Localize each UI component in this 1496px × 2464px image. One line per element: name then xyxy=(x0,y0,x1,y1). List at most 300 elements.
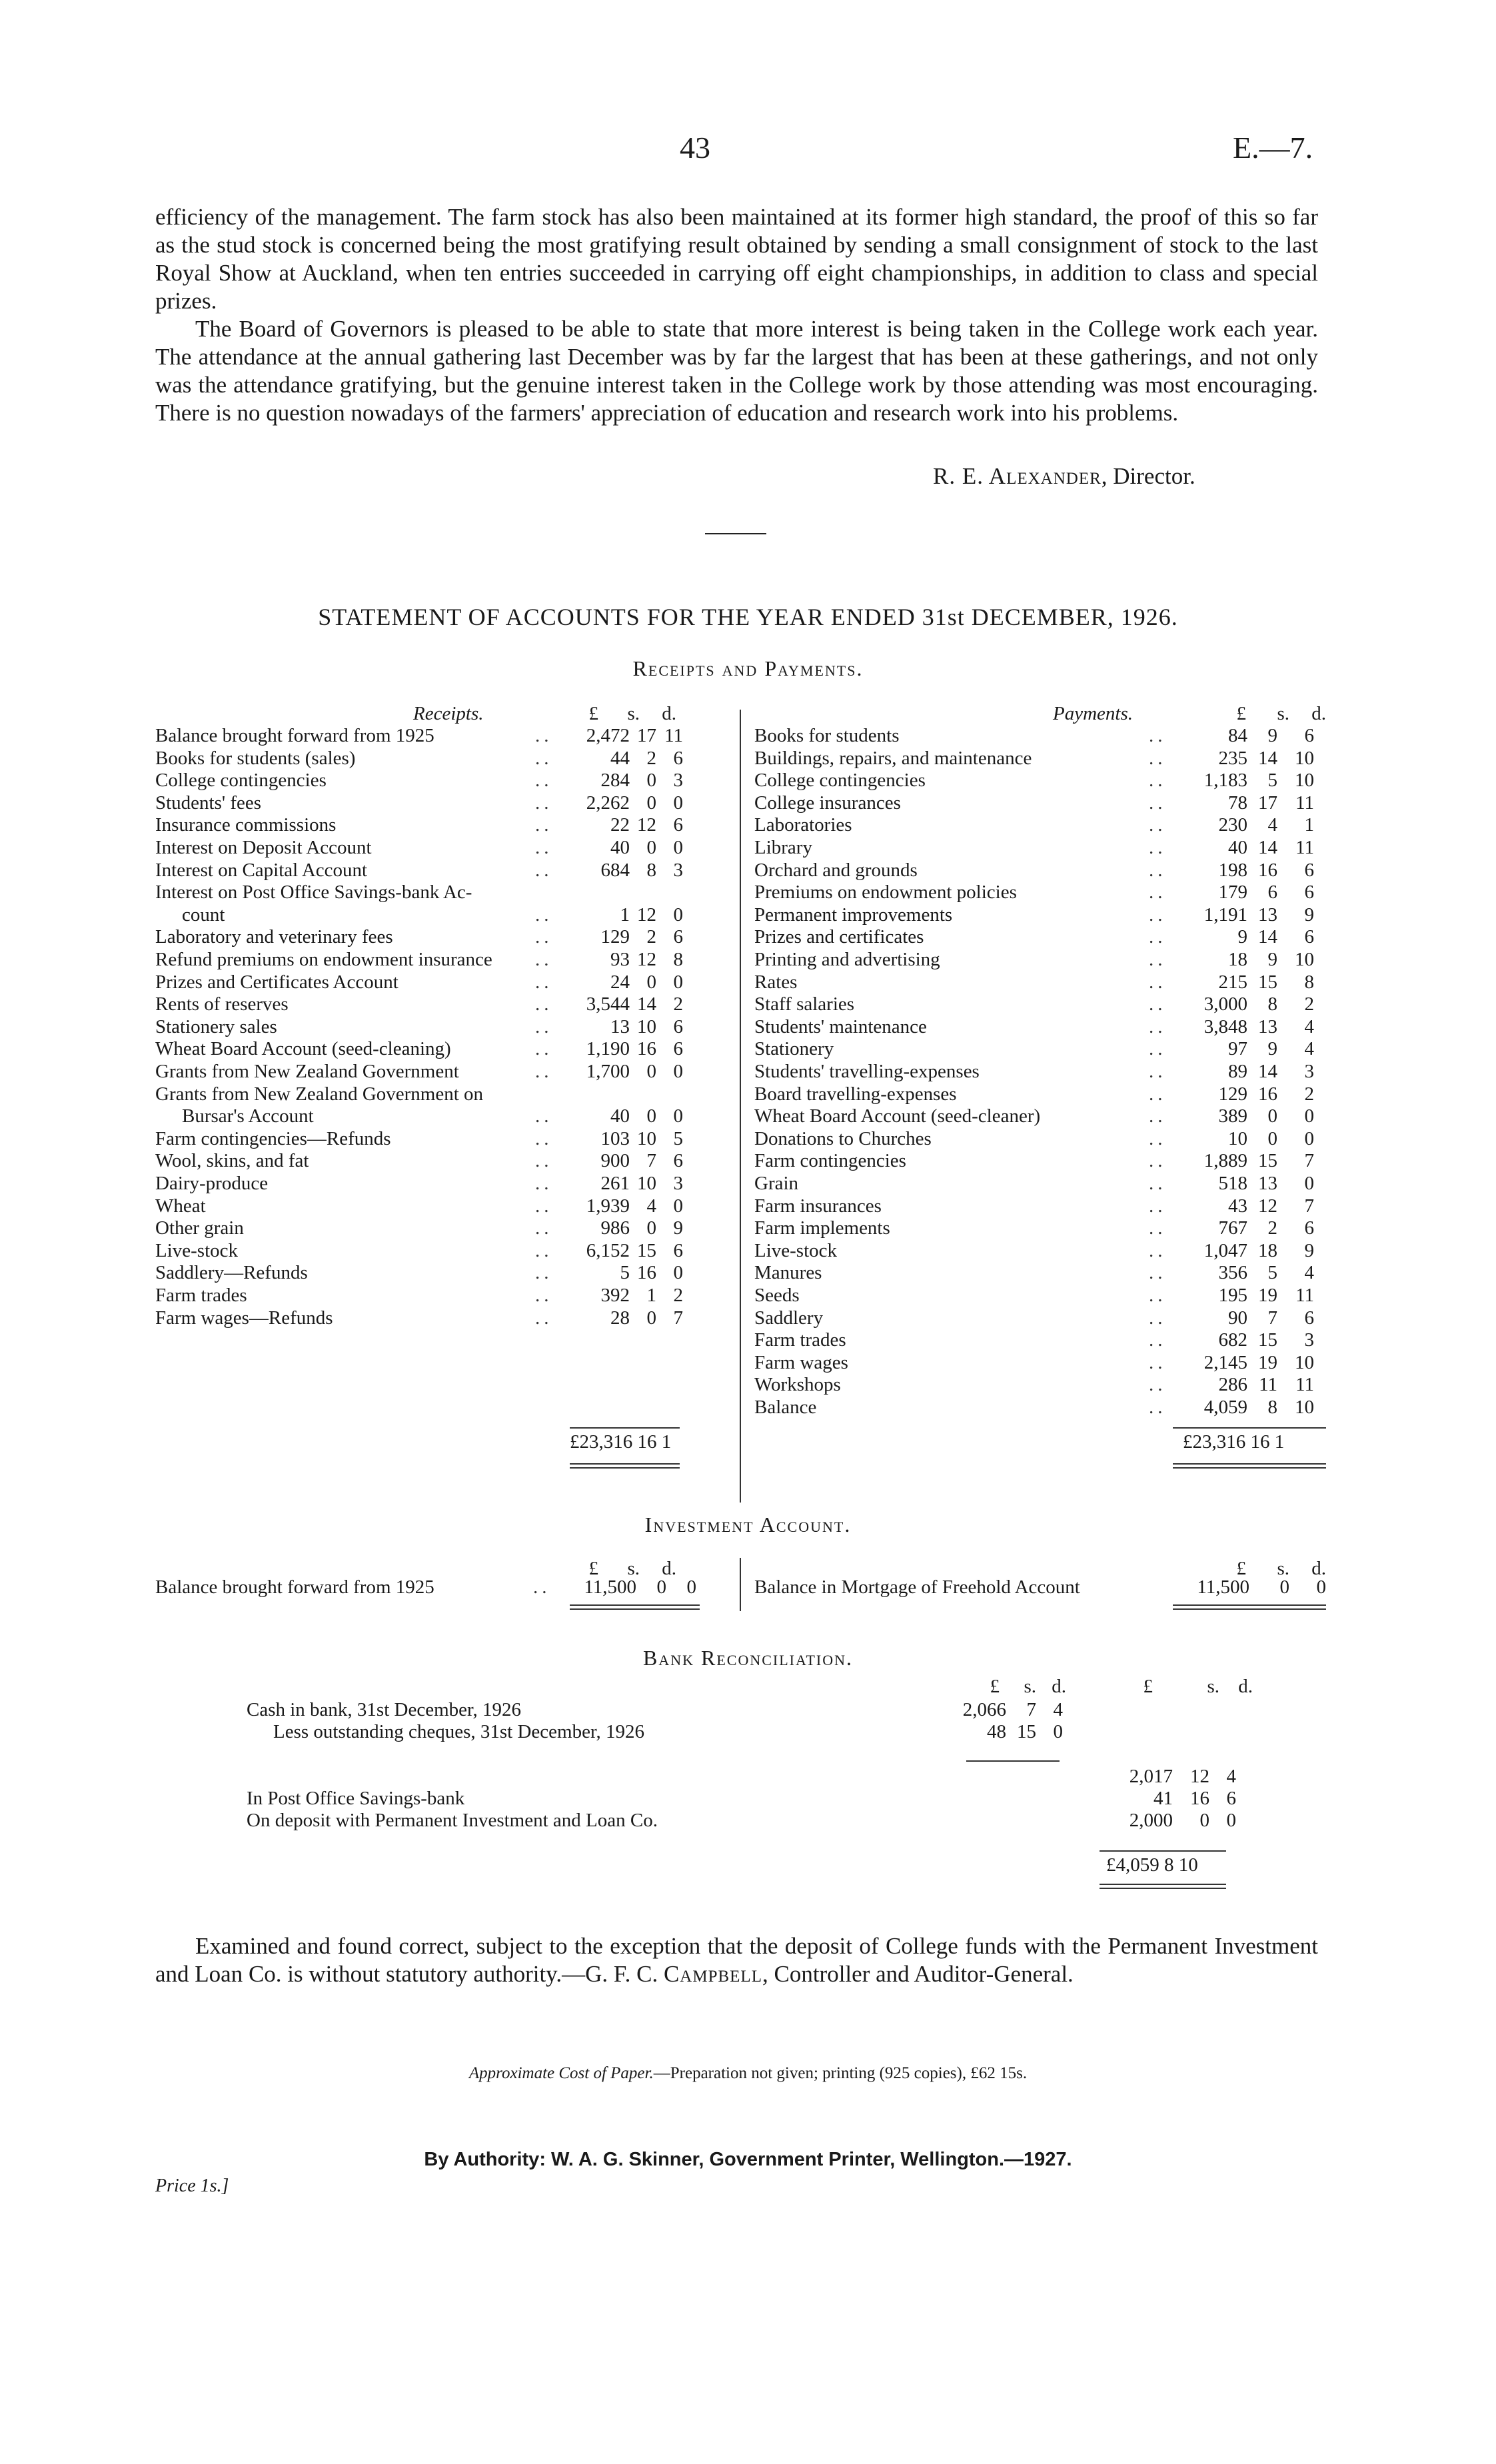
receipts-payments-heading: Receipts and Payments. xyxy=(632,656,864,680)
payment-pounds: 40 xyxy=(1228,837,1247,858)
col2-shillings: 12 xyxy=(1190,1766,1209,1787)
payment-label: Seeds xyxy=(754,1285,800,1306)
payment-pence: 0 xyxy=(1304,1105,1314,1127)
bank-reconciliation-heading: Bank Reconciliation. xyxy=(643,1646,853,1670)
payment-label: Saddlery xyxy=(754,1307,824,1329)
payment-row xyxy=(754,725,1327,747)
col1-pounds: 2,066 xyxy=(962,1699,1006,1720)
payment-label: Balance xyxy=(754,1397,817,1418)
receipt-pence: 0 xyxy=(673,1262,683,1283)
payment-shillings: 9 xyxy=(1267,949,1277,970)
leader-dots: .. xyxy=(535,1150,553,1171)
leader-dots: .. xyxy=(535,860,553,881)
leader-dots: .. xyxy=(1149,1061,1167,1082)
payment-label: Students' maintenance xyxy=(754,1016,927,1037)
receipt-pounds: 22 xyxy=(610,814,630,836)
payment-pence: 6 xyxy=(1304,882,1314,903)
receipt-pounds: 261 xyxy=(600,1173,630,1194)
receipt-pounds: 900 xyxy=(600,1150,630,1171)
payment-label: Farm contingencies xyxy=(754,1150,906,1171)
receipt-pence: 0 xyxy=(673,971,683,993)
leader-dots: .. xyxy=(1149,1240,1167,1261)
payment-row xyxy=(754,1307,1327,1329)
amount-pounds: 11,500 xyxy=(584,1576,636,1598)
receipt-pence: 6 xyxy=(673,814,683,836)
payment-pence: 11 xyxy=(1295,1374,1314,1395)
leader-dots: .. xyxy=(1149,725,1167,746)
amount-pence: 0 xyxy=(686,1576,696,1598)
reconciliation-label: In Post Office Savings-bank xyxy=(247,1788,465,1809)
reconciliation-row xyxy=(247,1810,1246,1832)
payment-pence: 0 xyxy=(1304,1128,1314,1149)
receipt-label: Wool, skins, and fat xyxy=(155,1150,309,1171)
receipt-label: Stationery sales xyxy=(155,1016,277,1037)
payment-label: Donations to Churches xyxy=(754,1128,932,1149)
receipt-row xyxy=(155,904,688,926)
receipt-row xyxy=(155,1150,688,1172)
payment-shillings: 14 xyxy=(1258,926,1277,947)
payment-pence: 6 xyxy=(1304,860,1314,881)
receipt-pence: 0 xyxy=(673,837,683,858)
receipt-pounds: 1,939 xyxy=(586,1195,630,1217)
payment-shillings: 12 xyxy=(1258,1195,1277,1217)
receipt-row xyxy=(155,882,688,904)
leader-dots: .. xyxy=(535,971,553,993)
receipt-row xyxy=(155,1217,688,1239)
payment-pounds: 179 xyxy=(1218,882,1247,903)
leader-dots: .. xyxy=(1149,1173,1167,1194)
payment-shillings: 15 xyxy=(1258,971,1277,993)
payment-shillings: 17 xyxy=(1258,792,1277,814)
pounds-header: £ xyxy=(588,703,598,724)
receipt-label: Grants from New Zealand Government xyxy=(155,1061,459,1082)
leader-dots: .. xyxy=(1149,814,1167,836)
payment-pounds: 4,059 xyxy=(1203,1397,1247,1418)
leader-dots: .. xyxy=(535,1128,553,1149)
receipt-row xyxy=(155,1105,688,1127)
leader-dots: .. xyxy=(535,1285,553,1306)
shillings-header: s. xyxy=(1024,1676,1036,1697)
payment-row xyxy=(754,1128,1327,1150)
receipt-label: Interest on Post Office Savings-bank Ac- xyxy=(155,882,472,903)
leader-dots: .. xyxy=(535,1061,553,1082)
leader-dots: .. xyxy=(1149,1262,1167,1283)
payment-row xyxy=(754,1173,1327,1195)
receipt-pence: 6 xyxy=(673,1016,683,1037)
pounds-header: £ xyxy=(1143,1676,1153,1697)
payments-total-underline xyxy=(1173,1463,1326,1469)
signature-title: , Director. xyxy=(1101,463,1195,489)
payment-pounds: 129 xyxy=(1218,1083,1247,1105)
receipt-row xyxy=(155,1307,688,1329)
payment-shillings: 13 xyxy=(1258,1173,1277,1194)
receipt-pounds: 1,700 xyxy=(586,1061,630,1082)
pounds-header: £ xyxy=(588,1558,598,1579)
receipt-pounds: 284 xyxy=(600,770,630,791)
payment-shillings: 9 xyxy=(1267,1038,1277,1059)
receipt-pence: 6 xyxy=(673,748,683,769)
leader-dots: .. xyxy=(1149,1352,1167,1373)
shillings-header: s. xyxy=(1207,1676,1219,1697)
leader-dots: .. xyxy=(1149,1016,1167,1037)
payment-label: Farm wages xyxy=(754,1352,848,1373)
col1-shillings: 15 xyxy=(1017,1721,1036,1742)
receipt-pence: 3 xyxy=(673,860,683,881)
pence-header: d. xyxy=(1238,1676,1253,1697)
payment-pence: 3 xyxy=(1304,1329,1314,1351)
payment-shillings: 11 xyxy=(1259,1374,1277,1395)
payment-shillings: 5 xyxy=(1267,770,1277,791)
payment-label: Staff salaries xyxy=(754,993,855,1015)
receipt-label: Refund premiums on endowment insurance xyxy=(155,949,492,970)
audit-note-text: Examined and found correct, subject to the exception that the deposit of College funds with the Permanent Investment and Loan Co. is without statutory authority.—G. F. C. xyxy=(155,1933,1318,1987)
payment-pounds: 1,047 xyxy=(1203,1240,1247,1261)
payment-pounds: 286 xyxy=(1218,1374,1247,1395)
pounds-header: £ xyxy=(990,1676,1000,1697)
shillings-header: s. xyxy=(1277,1558,1289,1579)
receipt-pounds: 2,262 xyxy=(586,792,630,814)
amount-shillings: 0 xyxy=(1279,1576,1289,1598)
receipt-shillings: 1 xyxy=(646,1285,656,1306)
leader-dots: .. xyxy=(535,1173,553,1194)
payment-pence: 2 xyxy=(1304,993,1314,1015)
receipt-label: Dairy-produce xyxy=(155,1173,269,1194)
payment-pence: 6 xyxy=(1304,1217,1314,1239)
receipt-pence: 3 xyxy=(673,1173,683,1194)
statement-title: STATEMENT OF ACCOUNTS FOR THE YEAR ENDED 31st DECEMBER, 1926. xyxy=(318,604,1178,630)
receipt-label: count xyxy=(182,904,225,925)
payment-row xyxy=(754,949,1327,971)
leader-dots: .. xyxy=(1149,1105,1167,1127)
leader-dots: .. xyxy=(1149,1150,1167,1171)
leader-dots: .. xyxy=(535,1262,553,1283)
payment-pence: 10 xyxy=(1295,748,1314,769)
payment-pounds: 767 xyxy=(1218,1217,1247,1239)
payment-shillings: 15 xyxy=(1258,1329,1277,1351)
investment-left-label: Balance brought forward from 1925 xyxy=(155,1576,434,1598)
receipt-pence: 0 xyxy=(673,792,683,814)
payment-pounds: 10 xyxy=(1228,1128,1247,1149)
investment-left-amount: .. 11,500 0 0 xyxy=(533,1576,696,1598)
receipt-pounds: 2,472 xyxy=(586,725,630,746)
payments-rule xyxy=(1173,1427,1326,1429)
leader-dots: .. xyxy=(1149,748,1167,769)
receipt-pence: 2 xyxy=(673,1285,683,1306)
payment-pounds: 230 xyxy=(1218,814,1247,836)
payment-row xyxy=(754,1150,1327,1172)
payment-row xyxy=(754,904,1327,926)
reconciliation-label: Cash in bank, 31st December, 1926 xyxy=(247,1699,522,1720)
payment-pounds: 1,889 xyxy=(1203,1150,1247,1171)
receipt-shillings: 0 xyxy=(646,1061,656,1082)
payment-pence: 9 xyxy=(1304,904,1314,925)
payment-pounds: 682 xyxy=(1218,1329,1247,1351)
audit-note xyxy=(155,1932,1318,1988)
col2-pence: 4 xyxy=(1226,1766,1236,1787)
receipt-pence: 9 xyxy=(673,1217,683,1239)
payments-total: £23,316 16 1 xyxy=(1183,1431,1285,1453)
payment-label: College insurances xyxy=(754,792,901,814)
payment-label: Grain xyxy=(754,1173,799,1194)
col1-pounds: 48 xyxy=(987,1721,1006,1742)
receipt-row xyxy=(155,1016,688,1038)
payment-pence: 11 xyxy=(1295,792,1314,814)
payment-label: Workshops xyxy=(754,1374,841,1395)
payment-row xyxy=(754,971,1327,993)
auditor-name: Campbell xyxy=(663,1961,762,1987)
receipt-pounds: 1 xyxy=(620,904,630,925)
leader-dots: .. xyxy=(1149,837,1167,858)
receipt-shillings: 14 xyxy=(637,993,656,1015)
leader-dots: .. xyxy=(1149,1397,1167,1418)
receipt-row xyxy=(155,1128,688,1150)
payment-shillings: 8 xyxy=(1267,1397,1277,1418)
receipt-row xyxy=(155,860,688,882)
leader-dots: .. xyxy=(1149,1285,1167,1306)
document-reference: E.—7. xyxy=(1233,131,1313,165)
leader-dots: .. xyxy=(1149,1217,1167,1239)
payment-row xyxy=(754,1016,1327,1038)
payment-label: Library xyxy=(754,837,812,858)
receipt-shillings: 8 xyxy=(646,860,656,881)
payment-pounds: 215 xyxy=(1218,971,1247,993)
payment-shillings: 13 xyxy=(1258,1016,1277,1037)
payment-label: Manures xyxy=(754,1262,822,1283)
column-divider xyxy=(740,710,741,1503)
receipt-pence: 6 xyxy=(673,1150,683,1171)
receipt-shillings: 16 xyxy=(637,1038,656,1059)
receipt-pounds: 6,152 xyxy=(586,1240,630,1261)
receipt-row xyxy=(155,993,688,1015)
receipt-pounds: 129 xyxy=(600,926,630,947)
receipt-pounds: 24 xyxy=(610,971,630,993)
leader-dots: .. xyxy=(535,1105,553,1127)
receipt-pence: 7 xyxy=(673,1307,683,1329)
leader-dots: .. xyxy=(535,949,553,970)
leader-dots: .. xyxy=(535,837,553,858)
reconciliation-row xyxy=(247,1788,1246,1810)
receipt-label: Balance brought forward from 1925 xyxy=(155,725,434,746)
receipt-row xyxy=(155,1083,688,1105)
receipt-shillings: 2 xyxy=(646,748,656,769)
payment-shillings: 0 xyxy=(1267,1128,1277,1149)
bank-col2-currency-header xyxy=(0,1676,1253,1698)
payment-pence: 4 xyxy=(1304,1016,1314,1037)
receipt-shillings: 0 xyxy=(646,1217,656,1239)
receipt-label: Rents of reserves xyxy=(155,993,289,1015)
receipt-shillings: 12 xyxy=(637,904,656,925)
payment-row xyxy=(754,837,1327,859)
pounds-header: £ xyxy=(1236,703,1246,724)
payments-heading: Payments. xyxy=(1053,703,1133,724)
receipt-pounds: 392 xyxy=(600,1285,630,1306)
receipt-row xyxy=(155,837,688,859)
col2-pounds: 2,000 xyxy=(1129,1810,1173,1831)
leader-dots: .. xyxy=(1149,949,1167,970)
payment-row xyxy=(754,1374,1327,1396)
pounds-header: £ xyxy=(1236,1558,1246,1579)
col2-shillings: 0 xyxy=(1199,1810,1209,1831)
payment-label: Laboratories xyxy=(754,814,852,836)
payment-pounds: 84 xyxy=(1228,725,1247,746)
receipt-pence: 8 xyxy=(673,949,683,970)
reconciliation-row xyxy=(247,1721,1246,1743)
receipt-label: College contingencies xyxy=(155,770,327,791)
payment-pounds: 43 xyxy=(1228,1195,1247,1217)
receipt-label: Other grain xyxy=(155,1217,244,1239)
payment-pounds: 389 xyxy=(1218,1105,1247,1127)
payment-row xyxy=(754,926,1327,948)
receipt-label: Farm trades xyxy=(155,1285,247,1306)
col2-pence: 6 xyxy=(1226,1788,1236,1809)
payment-shillings: 6 xyxy=(1267,882,1277,903)
payment-shillings: 14 xyxy=(1258,748,1277,769)
leader-dots: .. xyxy=(1149,1128,1167,1149)
payment-row xyxy=(754,1262,1327,1284)
leader-dots: .. xyxy=(535,770,553,791)
payment-shillings: 4 xyxy=(1267,814,1277,836)
receipt-pounds: 40 xyxy=(610,1105,630,1127)
payment-pence: 2 xyxy=(1304,1083,1314,1105)
receipt-row xyxy=(155,1262,688,1284)
leader-dots: .. xyxy=(1149,860,1167,881)
leader-dots: .. xyxy=(535,904,553,925)
leader-dots: .. xyxy=(1149,1374,1167,1395)
receipt-shillings: 0 xyxy=(646,770,656,791)
payment-row xyxy=(754,1195,1327,1217)
receipt-label: Interest on Deposit Account xyxy=(155,837,372,858)
receipt-pounds: 684 xyxy=(600,860,630,881)
receipt-label: Students' fees xyxy=(155,792,262,814)
receipt-pence: 6 xyxy=(673,1240,683,1261)
payment-pence: 11 xyxy=(1295,1285,1314,1306)
payment-pounds: 90 xyxy=(1228,1307,1247,1329)
receipt-shillings: 0 xyxy=(646,792,656,814)
receipt-row xyxy=(155,1173,688,1195)
payment-shillings: 16 xyxy=(1258,1083,1277,1105)
receipt-pence: 0 xyxy=(673,1195,683,1217)
approximate-cost xyxy=(0,2064,1496,2083)
bank-total: £4,059 8 10 xyxy=(1106,1854,1198,1876)
receipt-pence: 0 xyxy=(673,1105,683,1127)
leader-dots: .. xyxy=(1149,1307,1167,1329)
receipt-label: Prizes and Certificates Account xyxy=(155,971,398,993)
receipt-label: Wheat xyxy=(155,1195,206,1217)
leader-dots: .. xyxy=(535,1307,553,1329)
payment-shillings: 19 xyxy=(1258,1352,1277,1373)
payment-row xyxy=(754,993,1327,1015)
payment-label: Stationery xyxy=(754,1038,834,1059)
receipt-row xyxy=(155,792,688,814)
leader-dots: .. xyxy=(535,1217,553,1239)
receipt-shillings: 12 xyxy=(637,949,656,970)
receipt-shillings: 0 xyxy=(646,971,656,993)
receipt-pounds: 93 xyxy=(610,949,630,970)
receipt-shillings: 0 xyxy=(646,1105,656,1127)
payment-pence: 0 xyxy=(1304,1173,1314,1194)
payment-row xyxy=(754,748,1327,770)
col2-pence: 0 xyxy=(1226,1810,1236,1831)
leader-dots: .. xyxy=(535,1016,553,1037)
payment-row xyxy=(754,1061,1327,1083)
payment-pounds: 1,183 xyxy=(1203,770,1247,791)
leader-dots: .. xyxy=(535,814,553,836)
payment-shillings: 2 xyxy=(1267,1217,1277,1239)
payment-label: Live-stock xyxy=(754,1240,838,1261)
payment-row xyxy=(754,1240,1327,1262)
receipt-pence: 0 xyxy=(673,1061,683,1082)
receipt-label: Farm contingencies—Refunds xyxy=(155,1128,391,1149)
reconciliation-label: On deposit with Permanent Investment and Loan Co. xyxy=(247,1810,658,1831)
payment-label: Farm implements xyxy=(754,1217,890,1239)
receipt-label: Books for students (sales) xyxy=(155,748,356,769)
leader-dots: .. xyxy=(1149,770,1167,791)
receipt-shillings: 17 xyxy=(637,725,656,746)
payment-row xyxy=(754,1397,1327,1419)
leader-dots: .. xyxy=(1149,1038,1167,1059)
leader-dots: .. xyxy=(535,1240,553,1261)
receipt-row xyxy=(155,971,688,993)
by-authority: By Authority: W. A. G. Skinner, Government Printer, Wellington.—1927. xyxy=(424,2149,1072,2170)
receipt-label: Grants from New Zealand Government on xyxy=(155,1083,484,1105)
payment-row xyxy=(754,814,1327,836)
receipt-row xyxy=(155,926,688,948)
leader-dots: .. xyxy=(535,993,553,1015)
payment-pence: 7 xyxy=(1304,1150,1314,1171)
leader-dots: .. xyxy=(535,792,553,814)
payment-pounds: 356 xyxy=(1218,1262,1247,1283)
receipt-pence: 5 xyxy=(673,1128,683,1149)
receipts-heading: Receipts. xyxy=(413,703,484,724)
receipt-row xyxy=(155,814,688,836)
shillings-header: s. xyxy=(627,1558,640,1579)
receipt-shillings: 15 xyxy=(637,1240,656,1261)
payment-pounds: 89 xyxy=(1228,1061,1247,1082)
payment-pounds: 1,191 xyxy=(1203,904,1247,925)
payment-label: Students' travelling-expenses xyxy=(754,1061,980,1082)
payment-pounds: 195 xyxy=(1218,1285,1247,1306)
payment-label: Wheat Board Account (seed-cleaner) xyxy=(754,1105,1041,1127)
intro-paragraph-2: The Board of Governors is pleased to be able to state that more interest is being taken in the College work each year. The attendance at the annual gathering last December was by far the largest that has been at these gatherings, and not only was the attendance gratifying, but the genuine interest taken in the College work by those attending was most encouraging. There is no question nowadays of the farmers' appreciation of education and research work into his problems. xyxy=(155,316,1318,426)
receipt-label: Bursar's Account xyxy=(182,1105,314,1127)
payment-pounds: 235 xyxy=(1218,748,1247,769)
payment-pounds: 518 xyxy=(1218,1173,1247,1194)
approximate-cost-label: Approximate Cost of Paper. xyxy=(468,2064,654,2082)
leader-dots: .. xyxy=(1149,993,1167,1015)
payment-label: Farm insurances xyxy=(754,1195,882,1217)
payment-row xyxy=(754,1105,1327,1127)
payment-label: Printing and advertising xyxy=(754,949,940,970)
leader-dots: .. xyxy=(1149,882,1167,903)
payment-shillings: 16 xyxy=(1258,860,1277,881)
pence-header: d. xyxy=(662,1558,676,1579)
payment-shillings: 5 xyxy=(1267,1262,1277,1283)
approximate-cost-text: —Preparation not given; printing (925 copies), £62 15s. xyxy=(653,2064,1028,2082)
payment-pence: 9 xyxy=(1304,1240,1314,1261)
receipt-row xyxy=(155,1240,688,1262)
payment-label: Prizes and certificates xyxy=(754,926,924,947)
payment-label: Farm trades xyxy=(754,1329,846,1351)
bank-total-underline xyxy=(1100,1884,1226,1889)
col1-pence: 4 xyxy=(1053,1699,1063,1720)
investment-divider xyxy=(740,1558,741,1611)
payment-label: Permanent improvements xyxy=(754,904,953,925)
payment-pence: 10 xyxy=(1295,1397,1314,1418)
payment-pence: 6 xyxy=(1304,725,1314,746)
page-number: 43 xyxy=(680,131,710,165)
receipt-pounds: 28 xyxy=(610,1307,630,1329)
payment-row xyxy=(754,1352,1327,1374)
